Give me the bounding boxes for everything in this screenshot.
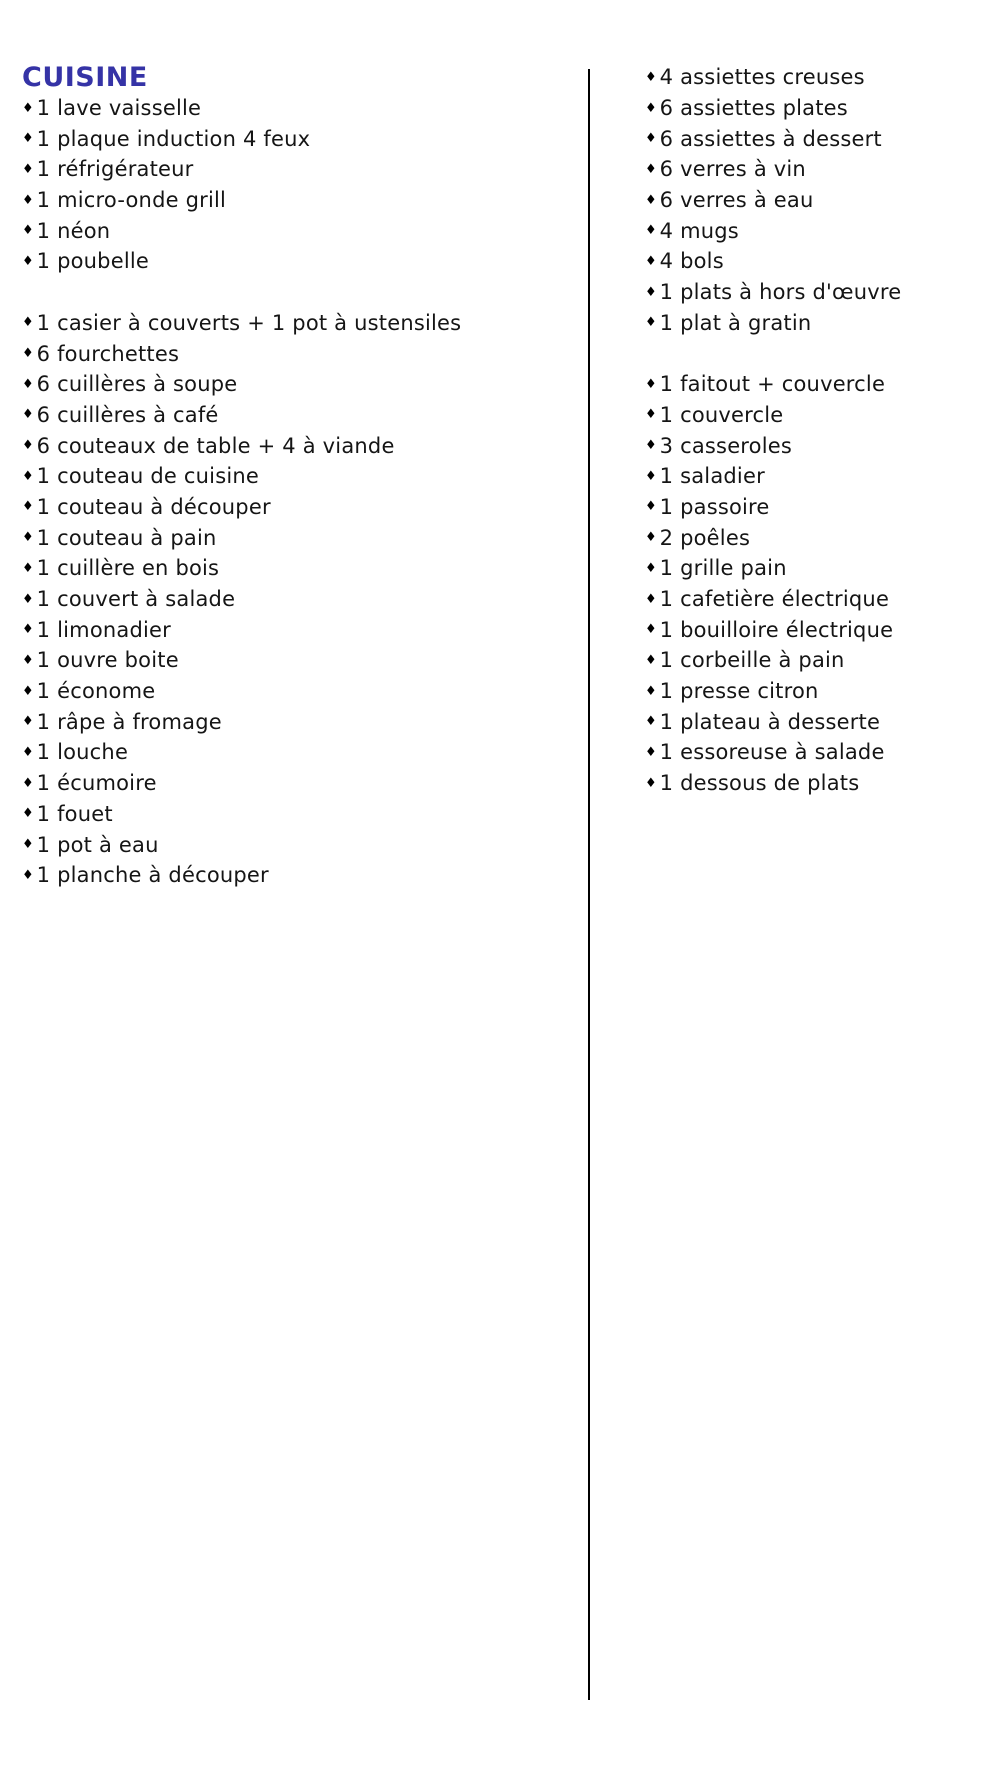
list-item bbox=[22, 93, 572, 124]
right-column bbox=[645, 62, 990, 799]
diamond-bullet-icon: ♦ bbox=[22, 775, 34, 791]
item-text: 6 cuillères à soupe bbox=[36, 372, 238, 397]
diamond-bullet-icon: ♦ bbox=[22, 161, 34, 177]
diamond-bullet-icon: ♦ bbox=[22, 131, 34, 147]
diamond-bullet-icon: ♦ bbox=[645, 622, 657, 638]
list-item bbox=[645, 430, 990, 461]
list-item bbox=[645, 676, 990, 707]
diamond-bullet-icon: ♦ bbox=[22, 591, 34, 607]
list-item bbox=[22, 737, 572, 768]
column-divider bbox=[588, 69, 590, 1700]
diamond-bullet-icon: ♦ bbox=[645, 161, 657, 177]
list-item bbox=[645, 308, 990, 339]
diamond-bullet-icon: ♦ bbox=[645, 407, 657, 423]
list-item bbox=[22, 154, 572, 185]
item-text: 6 cuillères à café bbox=[36, 402, 219, 427]
item-text: 1 casier à couverts + 1 pot à ustensiles bbox=[36, 310, 462, 335]
diamond-bullet-icon: ♦ bbox=[22, 438, 34, 454]
list-item bbox=[645, 584, 990, 615]
diamond-bullet-icon: ♦ bbox=[645, 438, 657, 454]
item-text: 1 économe bbox=[36, 679, 156, 704]
item-text: 6 assiettes à dessert bbox=[659, 126, 882, 151]
item-text: 1 plat à gratin bbox=[659, 310, 812, 335]
list-item bbox=[22, 799, 572, 830]
list-item bbox=[645, 768, 990, 799]
page-title: CUISINE bbox=[22, 61, 148, 93]
diamond-bullet-icon: ♦ bbox=[645, 775, 657, 791]
list-item bbox=[645, 123, 990, 154]
diamond-bullet-icon: ♦ bbox=[645, 223, 657, 239]
list-item bbox=[645, 706, 990, 737]
diamond-bullet-icon: ♦ bbox=[645, 530, 657, 546]
diamond-bullet-icon: ♦ bbox=[22, 468, 34, 484]
item-text: 1 ouvre boite bbox=[36, 648, 179, 673]
diamond-bullet-icon: ♦ bbox=[645, 100, 657, 116]
item-text: 6 verres à eau bbox=[659, 188, 814, 213]
item-text: 6 couteaux de table + 4 à viande bbox=[36, 433, 395, 458]
item-text: 4 assiettes creuses bbox=[659, 65, 865, 90]
list-item bbox=[22, 215, 572, 246]
item-text: 1 plats à hors d'œuvre bbox=[659, 280, 902, 305]
list-item bbox=[22, 123, 572, 154]
item-text: 1 louche bbox=[36, 740, 129, 765]
diamond-bullet-icon: ♦ bbox=[645, 69, 657, 85]
item-text: 6 verres à vin bbox=[659, 157, 806, 182]
diamond-bullet-icon: ♦ bbox=[22, 100, 34, 116]
item-text: 1 planche à découper bbox=[36, 863, 269, 888]
diamond-bullet-icon: ♦ bbox=[22, 253, 34, 269]
diamond-bullet-icon: ♦ bbox=[22, 714, 34, 730]
item-text: 1 passoire bbox=[659, 494, 770, 519]
diamond-bullet-icon: ♦ bbox=[22, 499, 34, 515]
item-text: 1 néon bbox=[36, 218, 111, 243]
list-item bbox=[22, 185, 572, 216]
item-text: 2 poêles bbox=[659, 525, 751, 550]
list-item bbox=[645, 400, 990, 431]
list-item bbox=[645, 737, 990, 768]
item-text: 1 fouet bbox=[36, 801, 113, 826]
item-text: 1 bouilloire électrique bbox=[659, 617, 894, 642]
item-text: 4 mugs bbox=[659, 218, 739, 243]
diamond-bullet-icon: ♦ bbox=[22, 622, 34, 638]
diamond-bullet-icon: ♦ bbox=[22, 806, 34, 822]
list-item bbox=[22, 645, 572, 676]
item-text: 1 pot à eau bbox=[36, 832, 159, 857]
item-text: 1 écumoire bbox=[36, 771, 157, 796]
item-text: 1 limonadier bbox=[36, 617, 171, 642]
item-text: 1 saladier bbox=[659, 464, 765, 489]
item-text: 1 micro-onde grill bbox=[36, 188, 227, 213]
list-item bbox=[645, 185, 990, 216]
list-item bbox=[645, 246, 990, 277]
diamond-bullet-icon: ♦ bbox=[22, 744, 34, 760]
item-text: 6 assiettes plates bbox=[659, 96, 848, 121]
list-item bbox=[22, 706, 572, 737]
item-text: 4 bols bbox=[659, 249, 724, 274]
list-item bbox=[645, 93, 990, 124]
item-text: 1 dessous de plats bbox=[659, 771, 860, 796]
diamond-bullet-icon: ♦ bbox=[22, 407, 34, 423]
list-item bbox=[22, 246, 572, 277]
item-text: 1 lave vaisselle bbox=[36, 96, 202, 121]
list-item bbox=[22, 522, 572, 553]
list-item bbox=[645, 461, 990, 492]
left-item-list bbox=[22, 93, 572, 891]
list-item bbox=[645, 215, 990, 246]
diamond-bullet-icon: ♦ bbox=[645, 499, 657, 515]
item-text: 1 essoreuse à salade bbox=[659, 740, 885, 765]
list-item bbox=[22, 461, 572, 492]
list-item bbox=[22, 338, 572, 369]
list-item bbox=[645, 154, 990, 185]
item-text: 1 cuillère en bois bbox=[36, 556, 220, 581]
item-text: 1 couteau à découper bbox=[36, 494, 271, 519]
diamond-bullet-icon: ♦ bbox=[22, 192, 34, 208]
diamond-bullet-icon: ♦ bbox=[22, 837, 34, 853]
right-item-list bbox=[645, 62, 990, 799]
list-item bbox=[22, 553, 572, 584]
list-item bbox=[22, 492, 572, 523]
diamond-bullet-icon: ♦ bbox=[22, 867, 34, 883]
diamond-bullet-icon: ♦ bbox=[645, 192, 657, 208]
list-item bbox=[22, 400, 572, 431]
list-item bbox=[22, 369, 572, 400]
item-text: 1 faitout + couvercle bbox=[659, 372, 886, 397]
list-item bbox=[645, 492, 990, 523]
diamond-bullet-icon: ♦ bbox=[645, 253, 657, 269]
diamond-bullet-icon: ♦ bbox=[645, 560, 657, 576]
diamond-bullet-icon: ♦ bbox=[645, 683, 657, 699]
diamond-bullet-icon: ♦ bbox=[22, 530, 34, 546]
item-text: 1 poubelle bbox=[36, 249, 150, 274]
diamond-bullet-icon: ♦ bbox=[22, 223, 34, 239]
diamond-bullet-icon: ♦ bbox=[22, 683, 34, 699]
list-item bbox=[645, 369, 990, 400]
diamond-bullet-icon: ♦ bbox=[645, 376, 657, 392]
diamond-bullet-icon: ♦ bbox=[645, 315, 657, 331]
item-text: 1 couteau à pain bbox=[36, 525, 217, 550]
list-item bbox=[645, 614, 990, 645]
list-item bbox=[22, 614, 572, 645]
list-item bbox=[22, 829, 572, 860]
left-column bbox=[22, 62, 572, 891]
diamond-bullet-icon: ♦ bbox=[645, 468, 657, 484]
item-text: 1 réfrigérateur bbox=[36, 157, 194, 182]
list-item bbox=[22, 768, 572, 799]
diamond-bullet-icon: ♦ bbox=[22, 346, 34, 362]
diamond-bullet-icon: ♦ bbox=[22, 315, 34, 331]
diamond-bullet-icon: ♦ bbox=[22, 652, 34, 668]
item-text: 1 cafetière électrique bbox=[659, 587, 890, 612]
item-text: 6 fourchettes bbox=[36, 341, 180, 366]
list-item bbox=[645, 553, 990, 584]
item-text: 1 plaque induction 4 feux bbox=[36, 126, 311, 151]
list-spacer bbox=[22, 277, 572, 308]
list-item bbox=[22, 584, 572, 615]
item-text: 3 casseroles bbox=[659, 433, 793, 458]
item-text: 1 corbeille à pain bbox=[659, 648, 845, 673]
list-item bbox=[645, 645, 990, 676]
diamond-bullet-icon: ♦ bbox=[645, 591, 657, 607]
list-item bbox=[22, 860, 572, 891]
item-text: 1 couvercle bbox=[659, 402, 784, 427]
list-item bbox=[22, 308, 572, 339]
list-item bbox=[645, 277, 990, 308]
diamond-bullet-icon: ♦ bbox=[645, 652, 657, 668]
item-text: 1 plateau à desserte bbox=[659, 709, 881, 734]
item-text: 1 grille pain bbox=[659, 556, 787, 581]
list-item bbox=[22, 676, 572, 707]
diamond-bullet-icon: ♦ bbox=[645, 714, 657, 730]
item-text: 1 râpe à fromage bbox=[36, 709, 222, 734]
list-item bbox=[645, 62, 990, 93]
item-text: 1 couvert à salade bbox=[36, 587, 236, 612]
item-text: 1 presse citron bbox=[659, 679, 819, 704]
diamond-bullet-icon: ♦ bbox=[645, 284, 657, 300]
diamond-bullet-icon: ♦ bbox=[22, 560, 34, 576]
diamond-bullet-icon: ♦ bbox=[645, 744, 657, 760]
list-item bbox=[22, 430, 572, 461]
list-spacer bbox=[645, 338, 990, 369]
item-text: 1 couteau de cuisine bbox=[36, 464, 260, 489]
list-item bbox=[645, 522, 990, 553]
diamond-bullet-icon: ♦ bbox=[22, 376, 34, 392]
diamond-bullet-icon: ♦ bbox=[645, 131, 657, 147]
